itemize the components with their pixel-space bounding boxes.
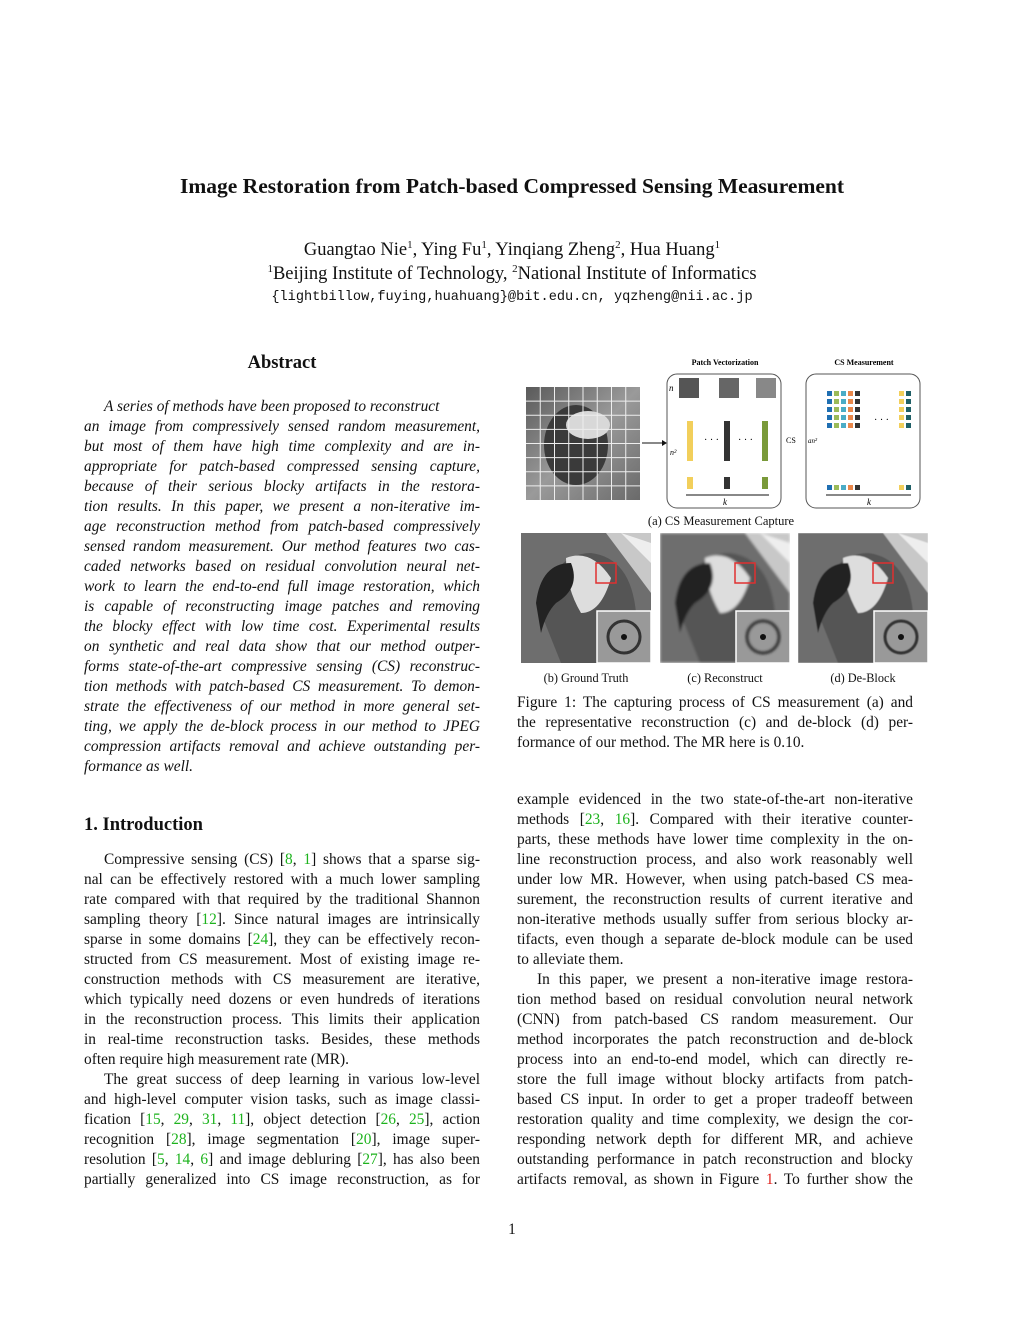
abstract-heading: Abstract xyxy=(247,353,317,373)
citation-link[interactable]: 14 xyxy=(174,1151,191,1168)
introduction-body xyxy=(84,850,480,1190)
citation-link[interactable]: 16 xyxy=(614,811,631,828)
measurement-cell xyxy=(841,415,846,420)
author-name: Guangtao Nie xyxy=(303,240,408,260)
measurement-cell xyxy=(848,485,853,490)
measurement-cell xyxy=(848,391,853,396)
abstract-line: work to learn the end-to-end full image restoration, which xyxy=(84,578,480,595)
parrot-image-ground-truth xyxy=(521,533,651,663)
measurement-cell xyxy=(841,391,846,396)
svg-text:CS: CS xyxy=(786,436,796,445)
citation-link[interactable]: 26 xyxy=(380,1111,396,1128)
text-line: structed from CS measurement. Most of existing image re- xyxy=(84,951,480,968)
authors: Guangtao Nie$^1$, Ying Fu$^1$, Yinqiang Zheng$^2$, Hua Huang$^1$ xyxy=(303,239,721,260)
subfigure-b-caption: (b) Ground Truth xyxy=(543,671,629,685)
svg-text:· · ·: · · · xyxy=(738,435,753,446)
citation-link[interactable]: 31 xyxy=(201,1111,218,1128)
measurement-cell xyxy=(827,407,832,412)
text-line: The great success of deep learning in various low-level xyxy=(104,1071,480,1088)
citation-link[interactable]: 20 xyxy=(356,1131,372,1148)
svg-text:k: k xyxy=(867,497,871,507)
measurement-cell xyxy=(906,399,911,404)
affiliation-name: National Institute of Informatics xyxy=(517,264,757,284)
figure-1a-diagram xyxy=(516,355,926,515)
measurement-cell xyxy=(906,391,911,396)
text-line: surement, the reconstruction results of current iterative and xyxy=(517,891,913,908)
measurement-cell xyxy=(906,485,911,490)
abstract-line: formance as well. xyxy=(84,758,194,775)
measurement-cell xyxy=(827,391,832,396)
text-line: In this paper, we present a non-iterative image restora- xyxy=(537,971,913,988)
text-line: sampling theory [12]. Since natural images are intrinsically xyxy=(84,911,480,928)
measurement-cell xyxy=(841,485,846,490)
text-line: in real-time reconstruction tasks. Besides, these methods xyxy=(84,1031,480,1048)
svg-text:· · ·: · · · xyxy=(704,435,719,446)
text-line: methods [23, 16]. Compared with their iterative counter- xyxy=(517,811,913,828)
measurement-cell xyxy=(855,423,860,428)
citation-link[interactable]: 25 xyxy=(408,1111,425,1128)
text-line: non-iterative methods usually suffer from serious blocky ar- xyxy=(517,911,913,928)
citation-link[interactable]: 6 xyxy=(200,1151,209,1168)
svg-text:n²: n² xyxy=(670,448,677,457)
text-line: fication [15, 29, 31, 11], object detection [26, 25], action xyxy=(84,1111,481,1128)
measurement-cell xyxy=(899,415,904,420)
text-line: based CS input. In order to get a proper tradeoff between xyxy=(517,1091,913,1108)
text-line: artifacts removal, as shown in Figure 1. To further show the xyxy=(517,1171,913,1188)
text-line: sparse in some domains [24], they can be effectively recon- xyxy=(84,931,480,948)
affiliations: $^1$Beijing Institute of Technology, $^2$National Institute of Informatics xyxy=(267,263,757,284)
measurement-cell xyxy=(834,485,839,490)
citation-link[interactable]: 28 xyxy=(171,1131,187,1148)
abstract-line: sensed random measurement. Our method features two cas- xyxy=(84,538,480,555)
abstract-line: but most of them have high time complexity and are in- xyxy=(84,438,480,455)
author-name: Hua Huang xyxy=(629,240,715,260)
measurement-cell xyxy=(841,407,846,412)
measurement-cell xyxy=(848,423,853,428)
emails: {lightbillow,fuying,huahuang}@bit.edu.cn, yqzheng@nii.ac.jp xyxy=(271,290,753,305)
measurement-cell xyxy=(855,415,860,420)
abstract-body xyxy=(84,397,480,777)
text-line: nal can be effectively restored with a much lower sampling xyxy=(84,871,480,888)
citation-link[interactable]: 15 xyxy=(145,1111,161,1128)
measurement-cell xyxy=(906,407,911,412)
text-line: restoration quality and time complexity, we design the cor- xyxy=(517,1111,913,1128)
panel-title-vectorization: Patch Vectorization xyxy=(691,358,759,367)
text-line: recognition [28], image segmentation [20], image super- xyxy=(84,1131,480,1148)
measurement-cell xyxy=(834,407,839,412)
abstract-line: on synthetic and real data show that our method outper- xyxy=(84,638,480,655)
svg-text:an²: an² xyxy=(808,437,818,445)
abstract-line: forms state-of-the-art compressive sensing (CS) reconstruc- xyxy=(84,658,480,675)
text-line: (CNN) from patch-based CS random measurement. Our xyxy=(517,1011,913,1028)
caption-line: the representative reconstruction (c) and de-block (d) per- xyxy=(517,714,913,731)
measurement-cell xyxy=(827,399,832,404)
affiliation-name: Beijing Institute of Technology xyxy=(272,264,503,284)
measurement-cell xyxy=(906,423,911,428)
author-name: Ying Fu xyxy=(421,240,482,260)
measurement-cell xyxy=(848,399,853,404)
citation-link[interactable]: 5 xyxy=(156,1151,165,1168)
citation-link[interactable]: 29 xyxy=(173,1111,189,1128)
abstract-line: is capable of reconstructing image patches and removing xyxy=(84,598,480,615)
measurement-cell xyxy=(834,423,839,428)
svg-text:k: k xyxy=(723,497,727,507)
panel-title-measurement: CS Measurement xyxy=(834,358,894,367)
text-line: outstanding performance in patch reconstruction and blocky xyxy=(517,1151,913,1168)
text-line: rate compared with that required by the traditional Shannon xyxy=(84,891,480,908)
measurement-cell xyxy=(848,415,853,420)
measurement-cell xyxy=(906,415,911,420)
abstract-line: an image from compressively sensed random measurement, xyxy=(84,418,480,435)
abstract-line: A series of methods have been proposed to reconstruct xyxy=(104,398,440,415)
measurement-cell xyxy=(855,485,860,490)
measurement-cell xyxy=(841,399,846,404)
citation-link[interactable]: 27 xyxy=(362,1151,378,1168)
caption-line: formance of our method. The MR here is 0.10. xyxy=(517,734,805,751)
abstract-line: the blocky effect with low time cost. Experimental results xyxy=(84,618,480,635)
paper-title: Image Restoration from Patch-based Compressed Sensing Measurement xyxy=(179,174,845,198)
introduction-heading: 1. Introduction xyxy=(84,815,203,835)
patch-grid-image xyxy=(526,387,640,500)
parrot-image-de-block xyxy=(798,533,928,663)
text-line: parts, these methods have lower time complexity in the on- xyxy=(517,831,913,848)
text-line: line reconstruction process, and also work reasonably well xyxy=(517,851,913,868)
citation-link[interactable]: 24 xyxy=(252,931,269,948)
measurement-cell xyxy=(855,407,860,412)
author-name: Yinqiang Zheng xyxy=(495,240,616,260)
text-line: construction methods with CS measurement are iterative, xyxy=(84,971,480,988)
abstract-line: because of their serious blocky artifacts in the restora- xyxy=(84,478,480,495)
text-line: responding network depth for different MR, and achieve xyxy=(517,1131,913,1148)
measurement-cell xyxy=(834,415,839,420)
text-line: in the reconstruction process. This limits their application xyxy=(84,1011,480,1028)
text-line: method incorporates the patch reconstruction and de-block xyxy=(517,1031,913,1048)
text-line: under low MR. However, when using patch-based CS mea- xyxy=(517,871,913,888)
page-number: 1 xyxy=(508,1221,516,1238)
measurement-cell xyxy=(834,391,839,396)
text-line: tion method based on residual convolution neural network xyxy=(517,991,913,1008)
citation-link[interactable]: 12 xyxy=(201,911,217,928)
text-line: tifacts, even though a separate de-block module can be used xyxy=(517,931,913,948)
svg-text:· · ·: · · · xyxy=(874,415,889,426)
measurement-cell xyxy=(827,485,832,490)
measurement-cell xyxy=(855,391,860,396)
subfigure-c-caption: (c) Reconstruct xyxy=(687,671,763,685)
citation-link[interactable]: 23 xyxy=(584,811,601,828)
measurement-cell xyxy=(899,485,904,490)
text-line: resolution [5, 14, 6] and image debluring [27], has also been xyxy=(84,1151,480,1168)
abstract-line: appropriate for patch-based compressed sensing capture, xyxy=(84,458,480,475)
abstract-line: caded networks based on residual convolution neural net- xyxy=(84,558,480,575)
text-line: often require high measurement rate (MR). xyxy=(84,1051,349,1068)
subfigure-a-caption: (a) CS Measurement Capture xyxy=(647,514,795,528)
measurement-cell xyxy=(899,407,904,412)
citation-link[interactable]: 11 xyxy=(230,1111,246,1128)
measurement-cell xyxy=(899,423,904,428)
text-line: and high-level computer vision tasks, such as image classi- xyxy=(84,1091,480,1108)
right-column-body xyxy=(517,790,913,1190)
text-line: partially generalized into CS image reconstruction, as for xyxy=(84,1171,480,1188)
figure-1-caption xyxy=(517,693,913,753)
subfigure-d-caption: (d) De-Block xyxy=(830,671,896,685)
measurement-cell xyxy=(827,423,832,428)
measurement-cell xyxy=(834,399,839,404)
citation-link[interactable]: 1 xyxy=(303,851,312,868)
text-line: example evidenced in the two state-of-the-art non-iterative xyxy=(517,791,913,808)
text-line: which typically need dozens or even hundreds of iterations xyxy=(84,991,480,1008)
abstract-line: strate the effectiveness of our method in more general set- xyxy=(84,698,480,715)
measurement-cell xyxy=(841,423,846,428)
abstract-line: ting, we apply the de-block process in our method to JPEG xyxy=(84,718,480,735)
text-line: Compressive sensing (CS) [8, 1] shows that a sparse sig- xyxy=(104,851,480,868)
parrot-image-reconstruct xyxy=(660,533,790,663)
text-line: process into an end-to-end model, which can directly re- xyxy=(517,1051,913,1068)
abstract-line: tion results. In this paper, we present a non-iterative im- xyxy=(84,498,480,515)
svg-text:n: n xyxy=(669,383,674,393)
measurement-cell xyxy=(899,399,904,404)
abstract-line: age reconstruction method from patch-based compressively xyxy=(84,518,480,535)
measurement-cell xyxy=(855,399,860,404)
caption-line: Figure 1: The capturing process of CS measurement (a) and xyxy=(517,694,913,711)
text-line: to alleviate them. xyxy=(517,951,624,968)
citation-link[interactable]: 8 xyxy=(285,851,293,868)
abstract-line: compression artifacts removal and achieve outstanding per- xyxy=(84,738,480,755)
abstract-line: tion methods with patch-based CS measurement. To demon- xyxy=(84,678,480,695)
measurement-cell xyxy=(899,391,904,396)
measurement-cell xyxy=(848,407,853,412)
text-line: store the full image without blocky artifacts from patch- xyxy=(517,1071,913,1088)
figure-reference-link[interactable]: 1 xyxy=(765,1171,774,1188)
measurement-cell xyxy=(827,415,832,420)
